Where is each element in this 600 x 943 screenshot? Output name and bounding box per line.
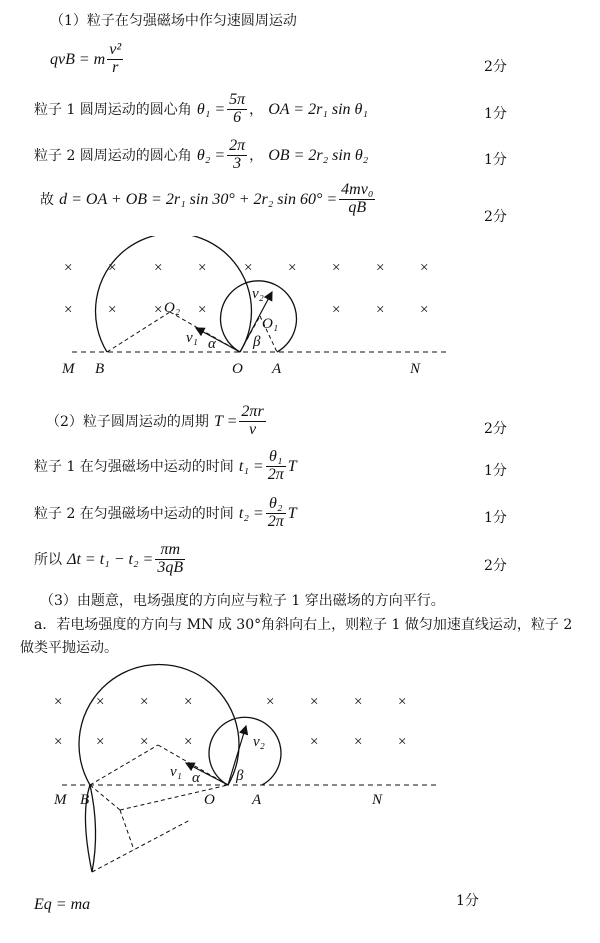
cross-mark: ×	[420, 260, 429, 276]
part1-heading: （1）粒子在匀强磁场中作匀速圆周运动	[50, 13, 297, 29]
label-v2: v₂	[252, 286, 264, 302]
equation-newton: Eq = ma	[34, 896, 91, 913]
label-o: O	[204, 792, 215, 808]
cross-mark: ×	[96, 694, 105, 710]
magnetic-field-diagram-1	[0, 236, 600, 384]
label-a: A	[252, 792, 262, 808]
parabolic-trajectory-edge	[90, 785, 96, 872]
cross-mark: ×	[154, 302, 163, 318]
label-b: B	[95, 361, 105, 377]
label-alpha: α	[192, 770, 200, 786]
label-o: O	[232, 361, 243, 377]
cross-mark: ×	[310, 694, 319, 710]
cross-mark: ×	[266, 694, 275, 710]
equation-time-2: 粒子 2 在匀强磁场中运动的时间 t₂ = $\frac{\text{θ₂}}{2\pi}$ T	[34, 495, 297, 530]
cross-mark: ×	[140, 734, 149, 750]
cross-mark: ×	[154, 260, 163, 276]
label-a: A	[272, 361, 282, 377]
cross-mark: ×	[198, 302, 207, 318]
label-v2: v₂	[253, 734, 265, 750]
score: 1分	[456, 893, 479, 909]
cross-mark: ×	[354, 734, 363, 750]
label-o2: O₂	[164, 300, 181, 316]
label-b: B	[80, 792, 90, 808]
label-v1: v₁	[186, 330, 198, 346]
cross-mark: ×	[332, 260, 341, 276]
cross-mark: ×	[420, 302, 429, 318]
cross-mark: ×	[140, 694, 149, 710]
label-alpha: α	[208, 336, 216, 352]
equation-angle-1: 粒子 1 圆周运动的圆心角 θ₁ = $\frac{5\pi}{6}$ ， OA = 2r₁ sin θ₁	[34, 91, 368, 126]
cross-mark: ×	[108, 302, 117, 318]
label-v1: v₁	[170, 764, 182, 780]
label-beta: β	[236, 768, 244, 784]
magnetic-field-diagram-2	[0, 660, 600, 880]
velocity-v1-arrow	[196, 328, 240, 352]
label-beta: β	[253, 334, 261, 350]
cross-mark: ×	[398, 734, 407, 750]
cross-mark: ×	[244, 260, 253, 276]
cross-mark: ×	[354, 694, 363, 710]
cross-mark: ×	[398, 694, 407, 710]
score: 1分	[484, 510, 507, 526]
part3-line-2: a．若电场强度的方向与 MN 成 30°角斜向右上，则粒子 1 做匀加速直线运动，粒子 2	[34, 617, 573, 633]
label-m: M	[62, 361, 75, 377]
cross-mark: ×	[64, 302, 73, 318]
score: 1分	[484, 152, 507, 168]
cross-mark: ×	[64, 260, 73, 276]
trajectory-particle-2	[79, 665, 239, 785]
score: 1分	[484, 463, 507, 479]
score: 2分	[484, 209, 507, 225]
cross-mark: ×	[376, 260, 385, 276]
trajectory-particle-2	[96, 236, 252, 352]
cross-mark: ×	[310, 734, 319, 750]
part3-line-3: 做类平抛运动。	[20, 640, 118, 656]
score: 1分	[484, 106, 507, 122]
equation-time-1: 粒子 1 在匀强磁场中运动的时间 t₁ = $\frac{\text{θ₁}}{2\pi}$ T	[34, 448, 297, 483]
cross-mark: ×	[288, 260, 297, 276]
field-crosses	[54, 694, 406, 750]
cross-mark: ×	[184, 694, 193, 710]
equation-period: （2）粒子圆周运动的周期 T = $\frac{2\pi r}{v}$	[46, 403, 264, 438]
equation-delta-t: 所以 Δt = t₁ − t₂ = $\frac{\pi m}{3qB}$	[34, 541, 184, 576]
score: 2分	[484, 59, 507, 75]
radius-line	[107, 312, 170, 352]
label-m: M	[54, 792, 67, 808]
construction-line	[120, 810, 134, 850]
score: 2分	[484, 421, 507, 437]
construction-line	[90, 785, 120, 810]
label-n: N	[410, 361, 421, 377]
label-n: N	[372, 792, 383, 808]
cross-mark: ×	[108, 260, 117, 276]
label-o1: O₁	[262, 316, 279, 332]
equation-lorentz: qvB = m $\frac{\text{v²}}{r}$	[50, 41, 122, 76]
cross-mark: ×	[332, 302, 341, 318]
cross-mark: ×	[198, 260, 207, 276]
equation-angle-2: 粒子 2 圆周运动的圆心角 θ₂ = $\frac{2\pi}{3}$ ， OB = 2r₂ sin θ₂	[34, 137, 369, 172]
cross-mark: ×	[54, 694, 63, 710]
construction-line	[92, 820, 190, 872]
equation-distance: 故 d = OA + OB = 2r₁ sin 30° + 2r₂ sin 60° = $\frac{\text{4mv₀}}{qB}$	[40, 181, 374, 216]
cross-mark: ×	[376, 302, 385, 318]
cross-mark: ×	[96, 734, 105, 750]
radius-line	[90, 745, 158, 785]
cross-mark: ×	[184, 734, 193, 750]
cross-mark: ×	[54, 734, 63, 750]
score: 2分	[484, 558, 507, 574]
part3-line-1: （3）由题意，电场强度的方向应与粒子 1 穿出磁场的方向平行。	[40, 593, 445, 609]
field-crosses	[64, 260, 428, 318]
